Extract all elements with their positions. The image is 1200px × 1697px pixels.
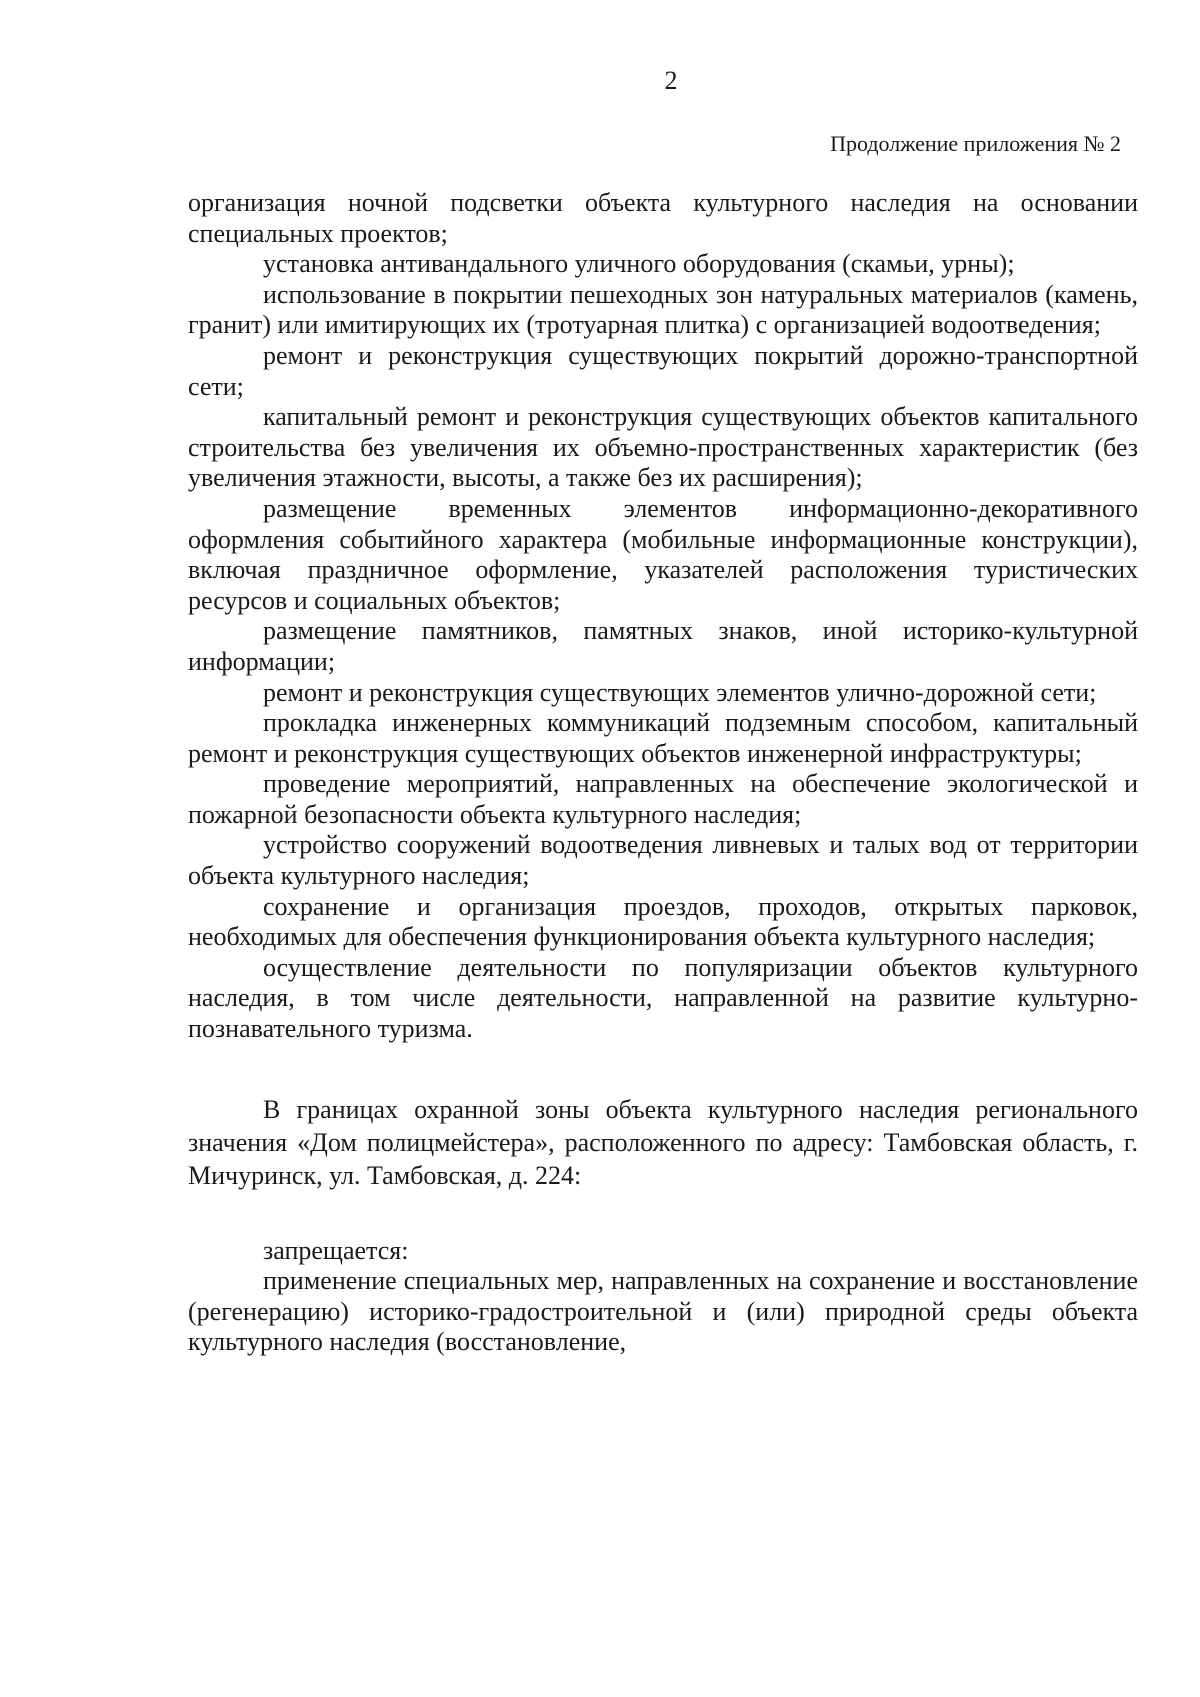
spacer bbox=[188, 1192, 1138, 1236]
paragraph: установка антивандального уличного оборудования (скамьи, урны); bbox=[263, 249, 1015, 279]
paragraph: размещение временных элементов информационно-декоративного оформления событийного характера (мобильные информационные конструкции), включая праздничное оформление, указателей расположения туристических ресурсов и социальных объектов; bbox=[188, 493, 1138, 615]
paragraph: прокладка инженерных коммуникаций подземным способом, капитальный ремонт и реконструкция существующих объектов инженерной инфраструктуры; bbox=[188, 708, 1138, 768]
paragraph: осуществление деятельности по популяризации объектов культурного наследия, в том числе деятельности, направленной на развитие культурно-познавательного туризма. bbox=[188, 952, 1138, 1044]
paragraph: проведение мероприятий, направленных на обеспечение экологической и пожарной безопасности объекта культурного наследия; bbox=[188, 769, 1138, 829]
paragraph: сохранение и организация проездов, проходов, открытых парковок, необходимых для обеспечения функционирования объекта культурного наследия; bbox=[188, 891, 1138, 952]
appendix-header: Продолжение приложения № 2 bbox=[830, 131, 1121, 156]
paragraph: организация ночной подсветки объекта культурного наследия на основании специальных проектов; bbox=[188, 188, 1138, 248]
paragraph: ремонт и реконструкция существующих покрытий дорожно-транспортной сети; bbox=[188, 340, 1138, 401]
paragraph: капитальный ремонт и реконструкция существующих объектов капитального строительства без увеличения их объемно-пространственных характеристик (без увеличения этажности, высоты, а также без их расширения); bbox=[188, 402, 1138, 493]
paragraph: ремонт и реконструкция существующих элементов улично-дорожной сети; bbox=[263, 677, 1097, 707]
document-body bbox=[188, 188, 1138, 1358]
paragraph: применение специальных мер, направленных на сохранение и восстановление (регенерацию) историко-градостроительной и (или) природной среды объекта культурного наследия (восстановление, bbox=[188, 1266, 1138, 1357]
page-number: 2 bbox=[664, 66, 678, 95]
paragraph: использование в покрытии пешеходных зон натуральных материалов (камень, гранит) или имитирующих их (тротуарная плитка) с организацией водоотведения; bbox=[188, 279, 1138, 340]
spacer bbox=[188, 1045, 1138, 1093]
zone-paragraph: В границах охранной зоны объекта культурного наследия регионального значения «Дом полицмейстера», расположенного по адресу: Тамбовская область, г. Мичуринск, ул. Тамбовская, д. 224: bbox=[188, 1094, 1138, 1190]
prohibited-heading: запрещается: bbox=[263, 1235, 409, 1265]
paragraph: устройство сооружений водоотведения ливневых и талых вод от территории объекта культурного наследия; bbox=[188, 830, 1138, 891]
paragraph: размещение памятников, памятных знаков, иной историко-культурной информации; bbox=[188, 616, 1138, 676]
